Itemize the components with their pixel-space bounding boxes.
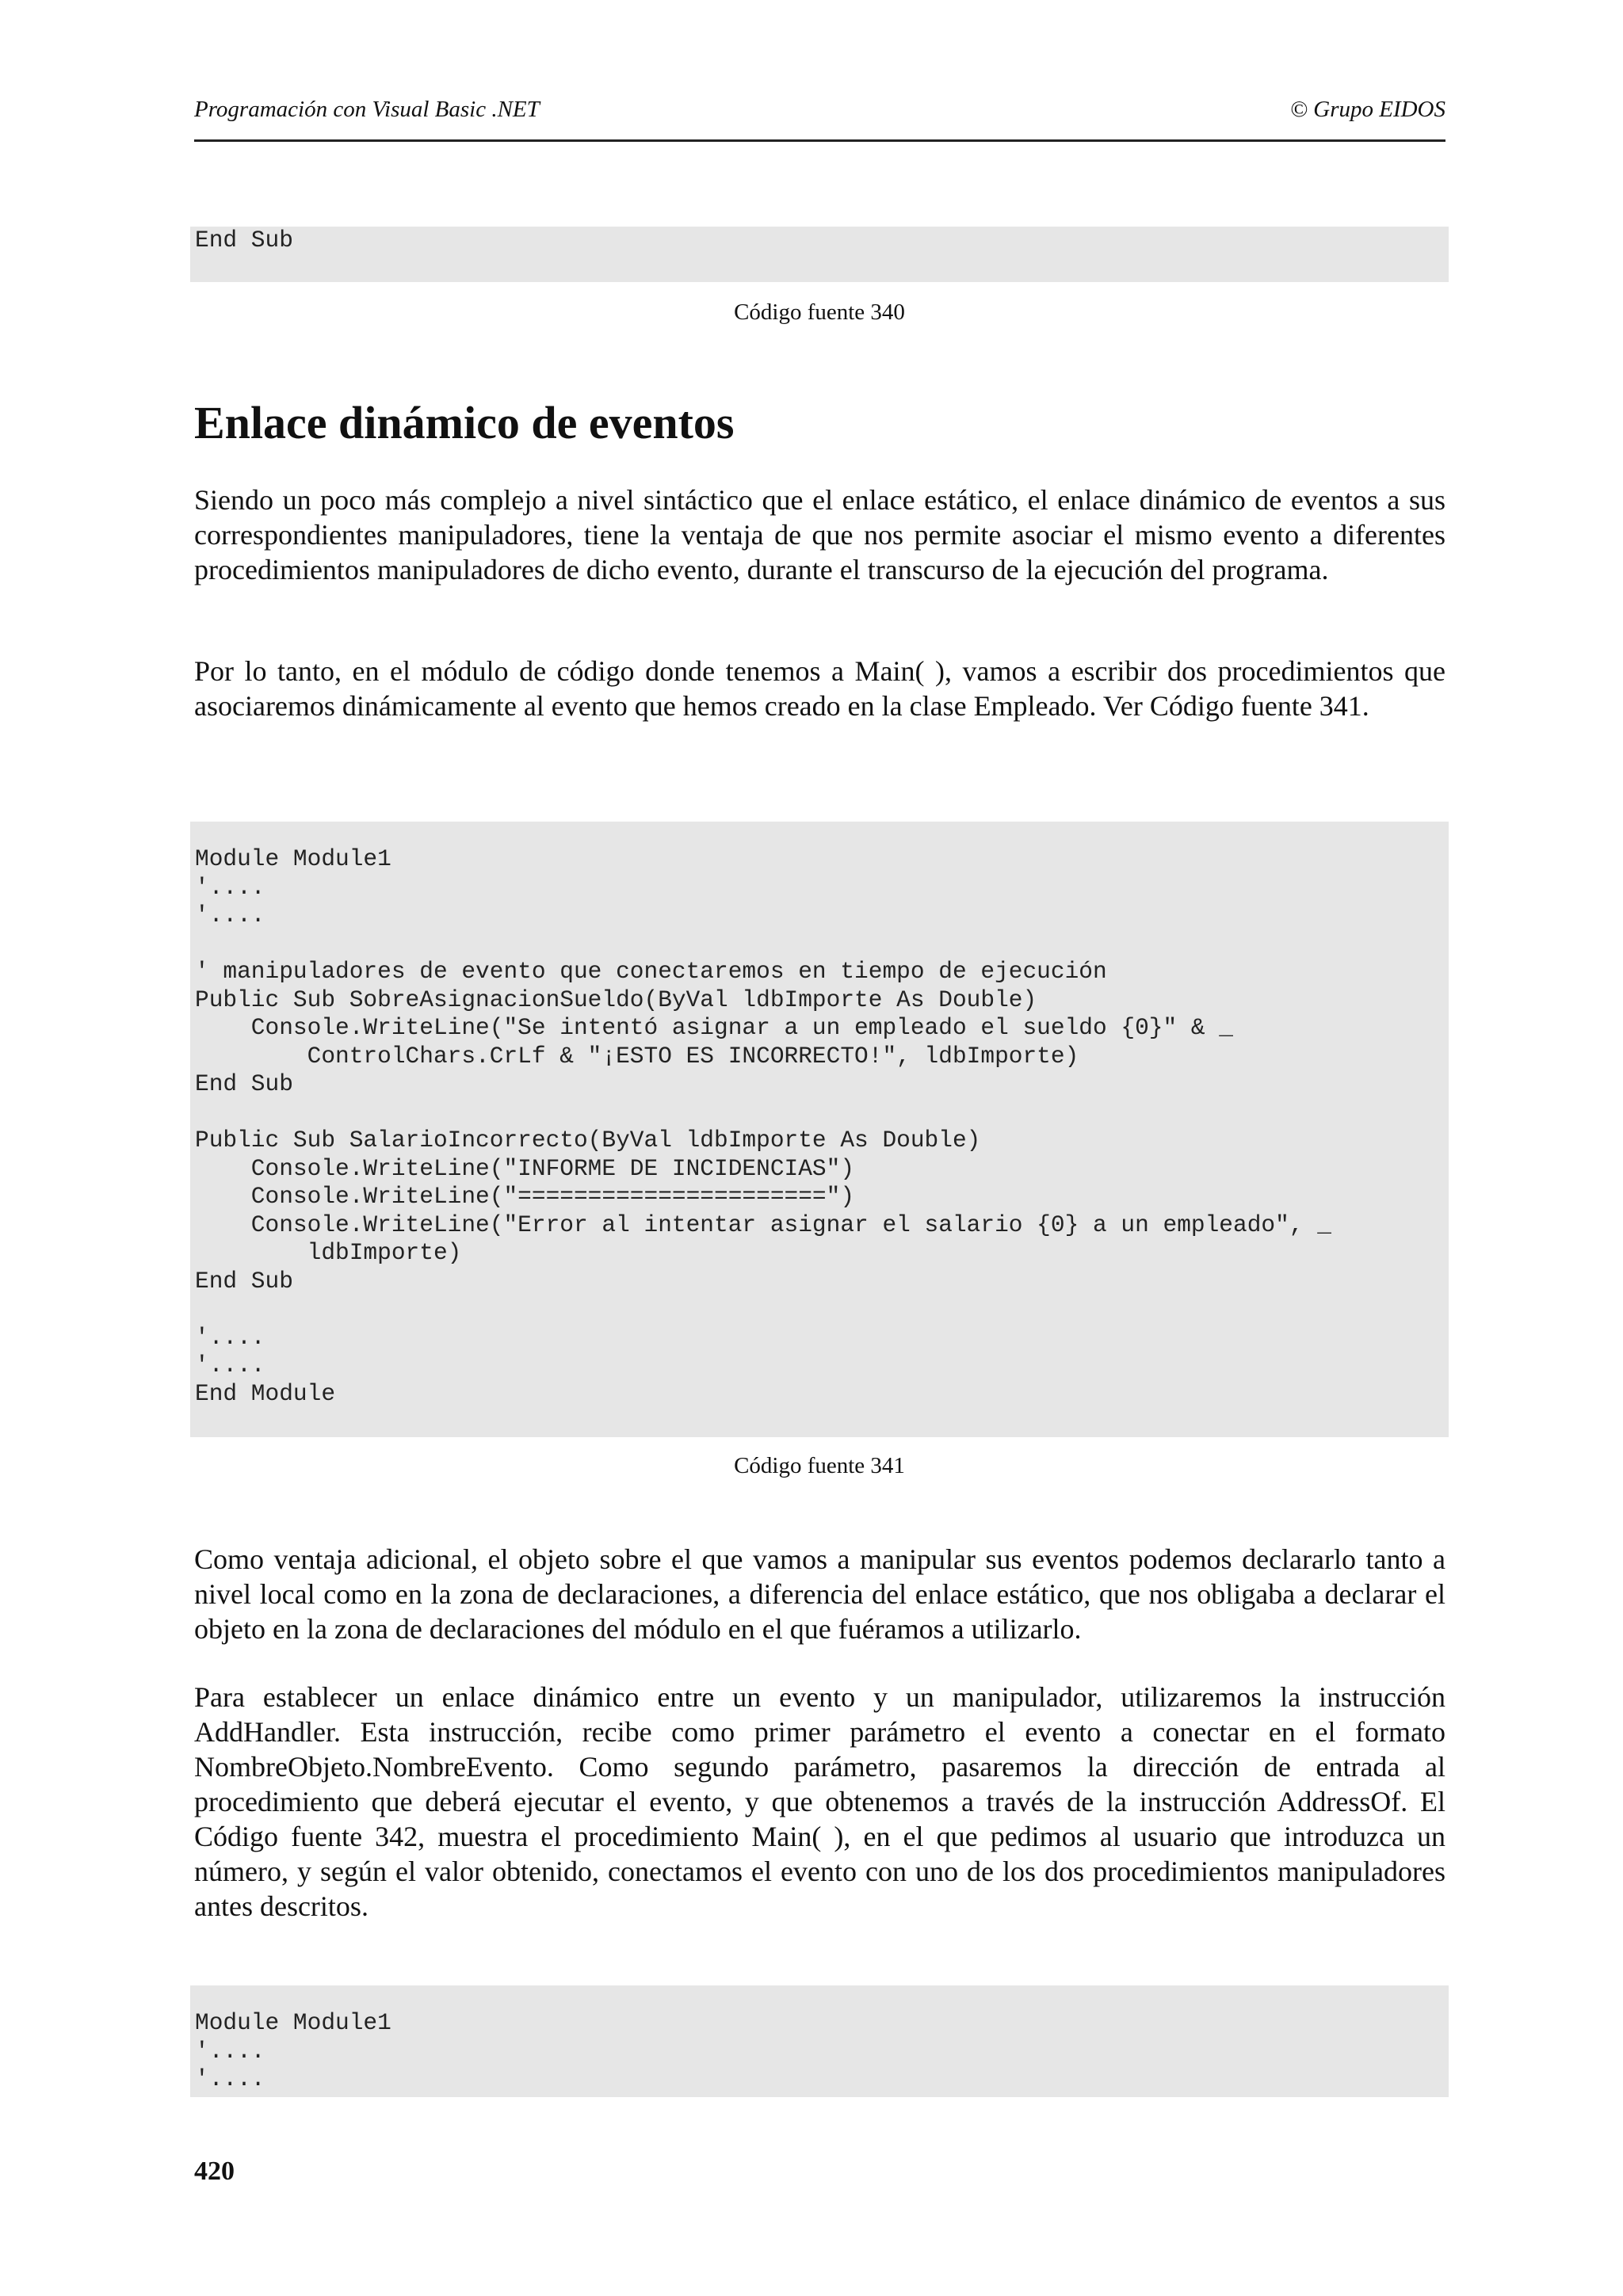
header-book-title: Programación con Visual Basic .NET [194, 97, 540, 122]
page-header [194, 93, 1445, 142]
code-text-342: Module Module1 '.... '.... [195, 2009, 391, 2092]
paragraph-1: Siendo un poco más complejo a nivel sintáctico que el enlace estático, el enlace dinámico de eventos a sus correspondientes manipuladores, tiene la ventaja de que nos permite asociar el mismo evento a diferentes procedimientos manipuladores de dicho evento, durante el transcurso de la ejecución del programa. [194, 484, 1445, 585]
code-text-341: Module Module1 '.... '.... ' manipuladores de evento que conectaremos en tiempo de ejecución Public Sub SobreAsignacionSueldo(ByVal ldbImporte As Double) Console.WriteLine("Se intentó asignar a un empleado el sueldo {0}" & _ ControlChars.CrLf & "¡ESTO ES INCORRECTO!", ldbImporte) End Sub Public Sub SalarioIncorrecto(ByVal ldbImporte As Double) Console.WriteLine("INFORME DE INCIDENCIAS") Console.WriteLine("======================") Console.WriteLine("Error al intentar asignar el salario {0} a un empleado", _ ldbImporte) End Sub '.... '.... End Module [195, 845, 1331, 1407]
code-block-342 [190, 1985, 1449, 2097]
code-caption-341: Código fuente 341 [734, 1453, 905, 1478]
code-caption-340: Código fuente 340 [734, 299, 905, 325]
page-number: 420 [194, 2157, 235, 2186]
code-block-341 [190, 822, 1449, 1437]
header-publisher: © Grupo EIDOS [1289, 97, 1445, 122]
paragraph-4: Para establecer un enlace dinámico entre un evento y un manipulador, utilizaremos la instrucción AddHandler. Esta instrucción, recibe como primer parámetro el evento a conectar en el formato NombreObjeto.NombreEvento. Como segundo parámetro, pasaremos la dirección de entrada al procedimiento que deberá ejecutar el evento, y que obtenemos a través de la instrucción AddressOf. El Código fuente 342, muestra el procedimiento Main( ), en el que pedimos al usuario que introduzca un número, y según el valor obtenido, conectamos el evento con uno de los dos procedimientos manipuladores antes descritos. [194, 1681, 1445, 1922]
section-heading: Enlace dinámico de eventos [194, 397, 735, 448]
paragraph-3: Como ventaja adicional, el objeto sobre el que vamos a manipular sus eventos podemos declararlo tanto a nivel local como en la zona de declaraciones, a diferencia del enlace estático, que nos obligaba a declarar el objeto en la zona de declaraciones del módulo en el que fuéramos a utilizarlo. [194, 1543, 1445, 1645]
code-block-340 [190, 227, 1449, 282]
code-text-340: End Sub [195, 227, 293, 254]
paragraph-2: Por lo tanto, en el módulo de código donde tenemos a Main( ), vamos a escribir dos procedimientos que asociaremos dinámicamente al evento que hemos creado en la clase Empleado. Ver Código fuente 341. [194, 655, 1445, 722]
